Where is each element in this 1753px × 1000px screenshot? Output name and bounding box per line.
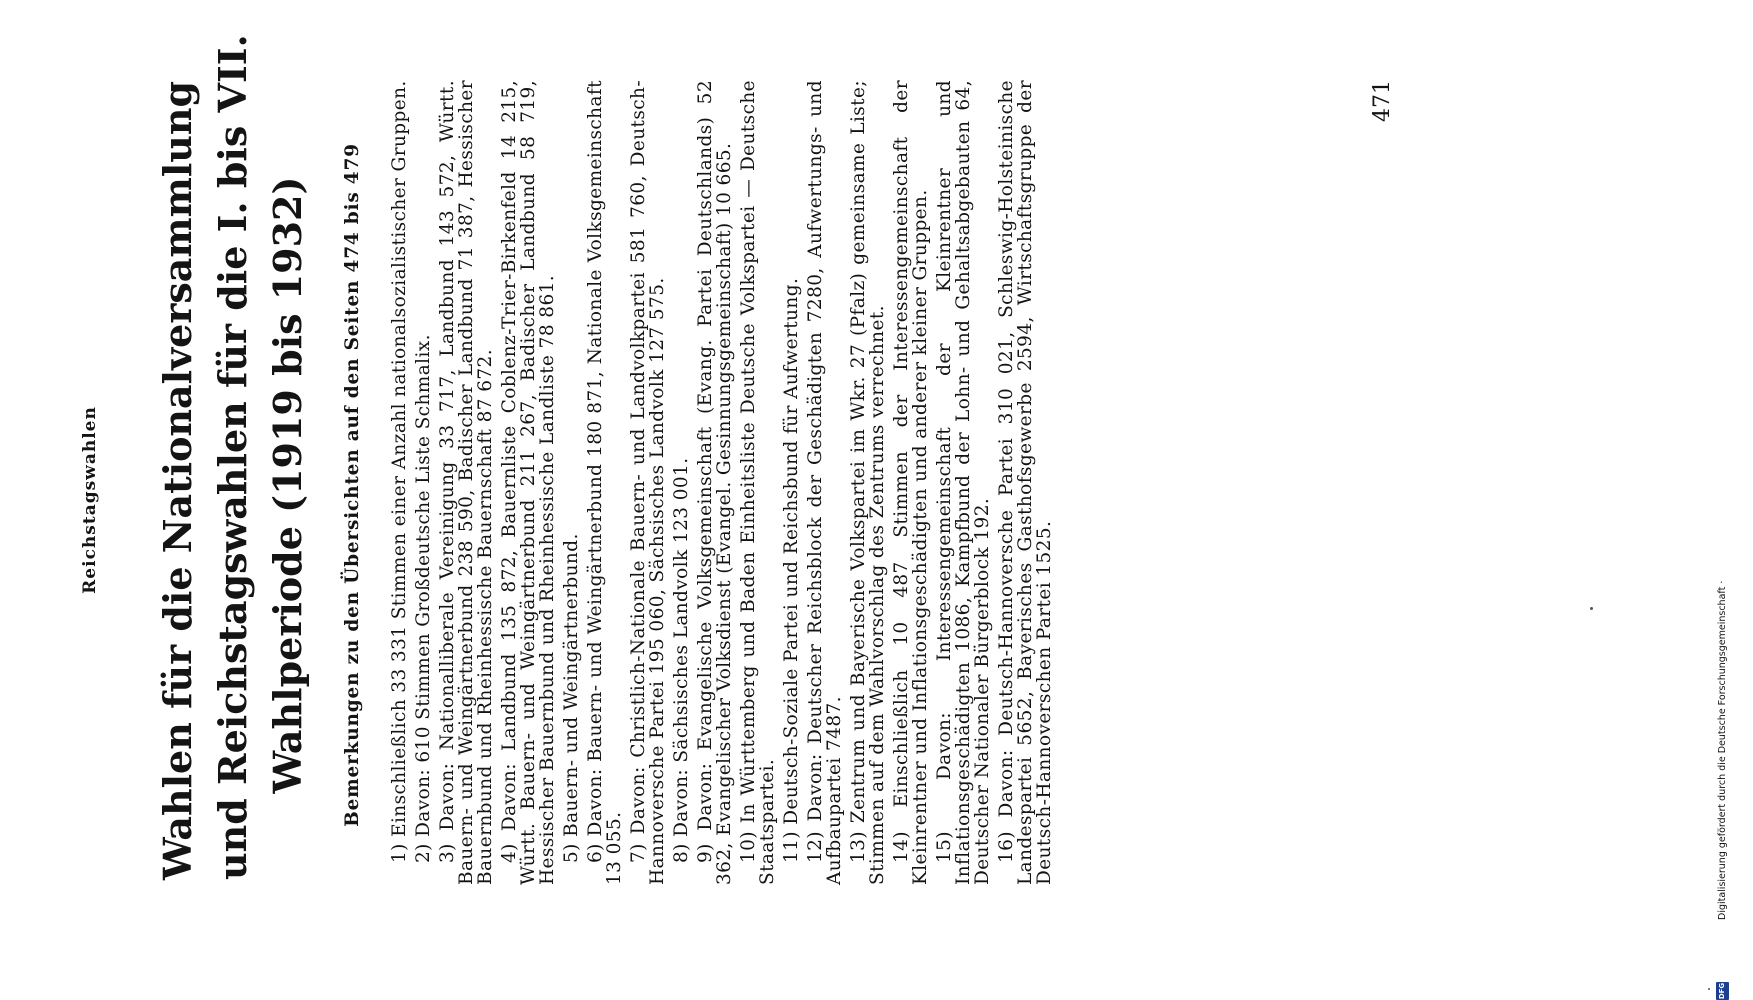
footnotes-list — [390, 80, 1059, 885]
footnote: 11) Deutsch-Soziale Partei und Reichsbund für Aufwertung. — [781, 277, 802, 863]
footnote: 2) Davon: 610 Stimmen Großdeutsche Liste Schmalix. — [413, 334, 434, 863]
page-number: 471 — [1370, 80, 1395, 122]
footnote: 6) Davon: Bauern- und Weingärtnerbund 180 871, Nationale Volksgemeinschaft 13 055. — [585, 80, 625, 885]
scan-speck — [1708, 988, 1710, 990]
dfg-logo-icon: DFG — [1716, 982, 1729, 1000]
title-line: Wahlperiode (1919 bis 1932) — [265, 176, 310, 794]
footnote: 9) Davon: Evangelische Volksgemeinschaft (Evang. Partei Deutschlands) 52 362, Evangelischer Volksdienst (Evangel. Gesinnungsgemeinschaft) 10 665. — [695, 80, 735, 885]
title-line: Wahlen für die Nationalversammlung — [155, 80, 200, 880]
footnote: 1) Einschließlich 33 331 Stimmen einer Anzahl nationalsozialistischer Gruppen. — [389, 80, 410, 863]
page-title — [150, 34, 315, 880]
footnote: 3) Davon: Nationalliberale Vereinigung 33 717, Landbund 143 572, Württ. Bauern- und Weingärtnerbund 238 590, Badischer Landbund 71 387, Hessischer Bauernbund und Rheinhessische Bauernschaft 87 672. — [437, 80, 496, 885]
footnote: 4) Davon: Landbund 135 872, Bauernliste Coblenz-Trier-Birkenfeld 14 215, Württ. Bauern- und Weingärtnerbund 211 267, Badischer Landbund 58 719, Hessischer Bauernbund und Rheinhessische Landliste 78 861. — [499, 80, 558, 885]
footnote: 10) In Württemberg und Baden Einheitsliste Deutsche Volkspartei — Deutsche Staatspartei. — [738, 80, 778, 885]
credit-text: Digitalisierung gefördert durch die Deutsche Forschungsgemeinschaft · — [1717, 580, 1728, 920]
scan-speck — [1590, 607, 1593, 610]
footnote: 5) Bauern- und Weingärtnerbund. — [561, 533, 582, 863]
title-line: und Reichstagswahlen für die I. bis VII. — [210, 34, 255, 880]
footnote: 16) Davon: Deutsch-Hannoversche Partei 310 021, Schleswig-Holsteinische Landespartei 5652, Bayerisches Gasthofsgewerbe 2594, Wirtschaftsgruppe der Deutsch-Hannoverschen Partei 1525. — [996, 80, 1055, 885]
footnote: 15) Davon: Interessengemeinschaft der Kleinrentner und Inflationsgeschädigten 1086, Kampfbund der Lohn- und Gehaltsabgebauten 64, Deutscher Nationaler Bürgerblock 192. — [934, 80, 993, 885]
footnote: 7) Davon: Christlich-Nationale Bauern- und Landvolkpartei 581 760, Deutsch-Hannoversche Partei 195 060, Sächsisches Landvolk 127 575. — [628, 80, 668, 885]
footnote: 12) Davon: Deutscher Reichsblock der Geschädigten 7280, Aufwertungs- und Aufbaupartei 7487. — [805, 80, 845, 885]
footnote: 14) Einschließlich 10 487 Stimmen der Interessengemeinschaft der Kleinrentner und Inflationsgeschädigten und anderer kleiner Gruppen. — [891, 80, 931, 885]
section-subtitle: Bemerkungen zu den Übersichten auf den Seiten 474 bis 479 — [342, 143, 363, 827]
footnote: 8) Davon: Sächsisches Landvolk 123 001. — [671, 457, 692, 863]
running-head: Reichstagswahlen — [80, 406, 100, 594]
footnote: 13) Zentrum und Bayerische Volkspartei im Wkr. 27 (Pfalz) gemeinsame Liste; Stimmen auf dem Wahlvorschlag des Zentrums verrechnet. — [848, 80, 888, 885]
